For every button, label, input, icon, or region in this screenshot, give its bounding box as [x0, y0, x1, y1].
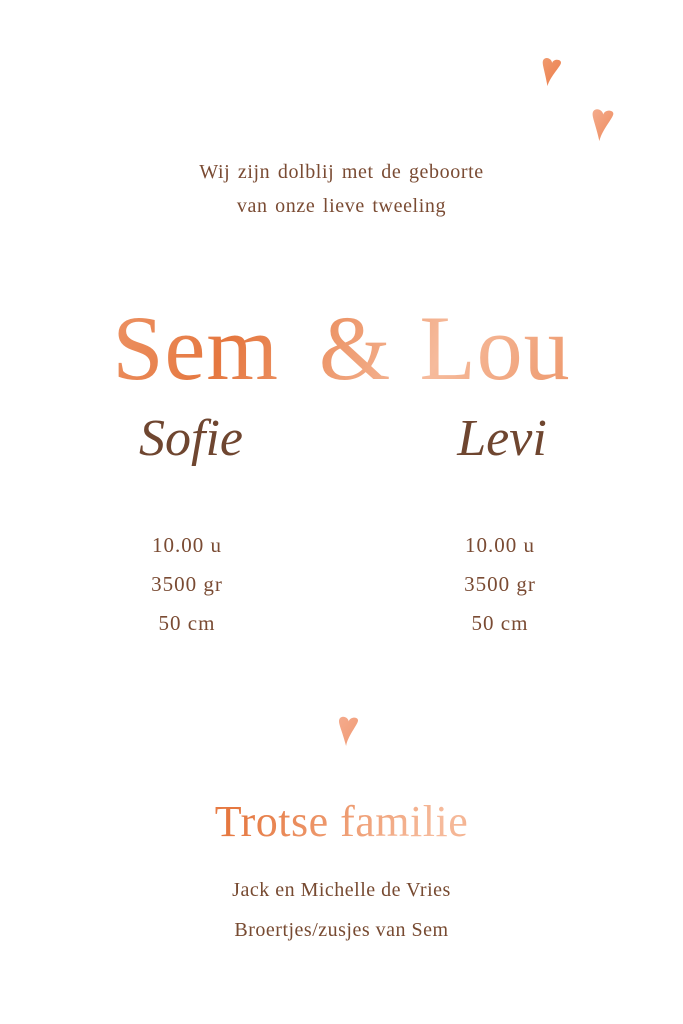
footer-text [0, 870, 683, 950]
footer-heading: Trotse familie [0, 800, 683, 844]
intro-line-1: Wij zijn dolblij met de geboorte [199, 161, 484, 183]
middle-name-second: Levi [457, 410, 547, 467]
stat-weight: 3500 gr [151, 572, 223, 596]
ampersand: & [318, 297, 392, 399]
name-first: Sem [112, 297, 279, 399]
birth-stats-left [87, 526, 287, 643]
heart-icon [335, 711, 360, 753]
birth-stats-right [400, 526, 600, 643]
stat-time: 10.00 u [465, 533, 535, 557]
intro-text [0, 155, 683, 223]
intro-line-2: van onze lieve tweeling [236, 195, 447, 217]
heart-icon [537, 55, 564, 91]
middle-name-first: Sofie [139, 410, 243, 467]
parents-line: Jack en Michelle de Vries [232, 879, 451, 901]
heart-icon [587, 106, 618, 145]
names-title [0, 297, 683, 399]
name-second: Lou [419, 297, 571, 399]
stat-time: 10.00 u [152, 533, 222, 557]
stat-length: 50 cm [158, 611, 216, 635]
stat-weight: 3500 gr [464, 572, 536, 596]
stat-length: 50 cm [471, 611, 529, 635]
siblings-line: Broertjes/zusjes van Sem [234, 919, 449, 941]
